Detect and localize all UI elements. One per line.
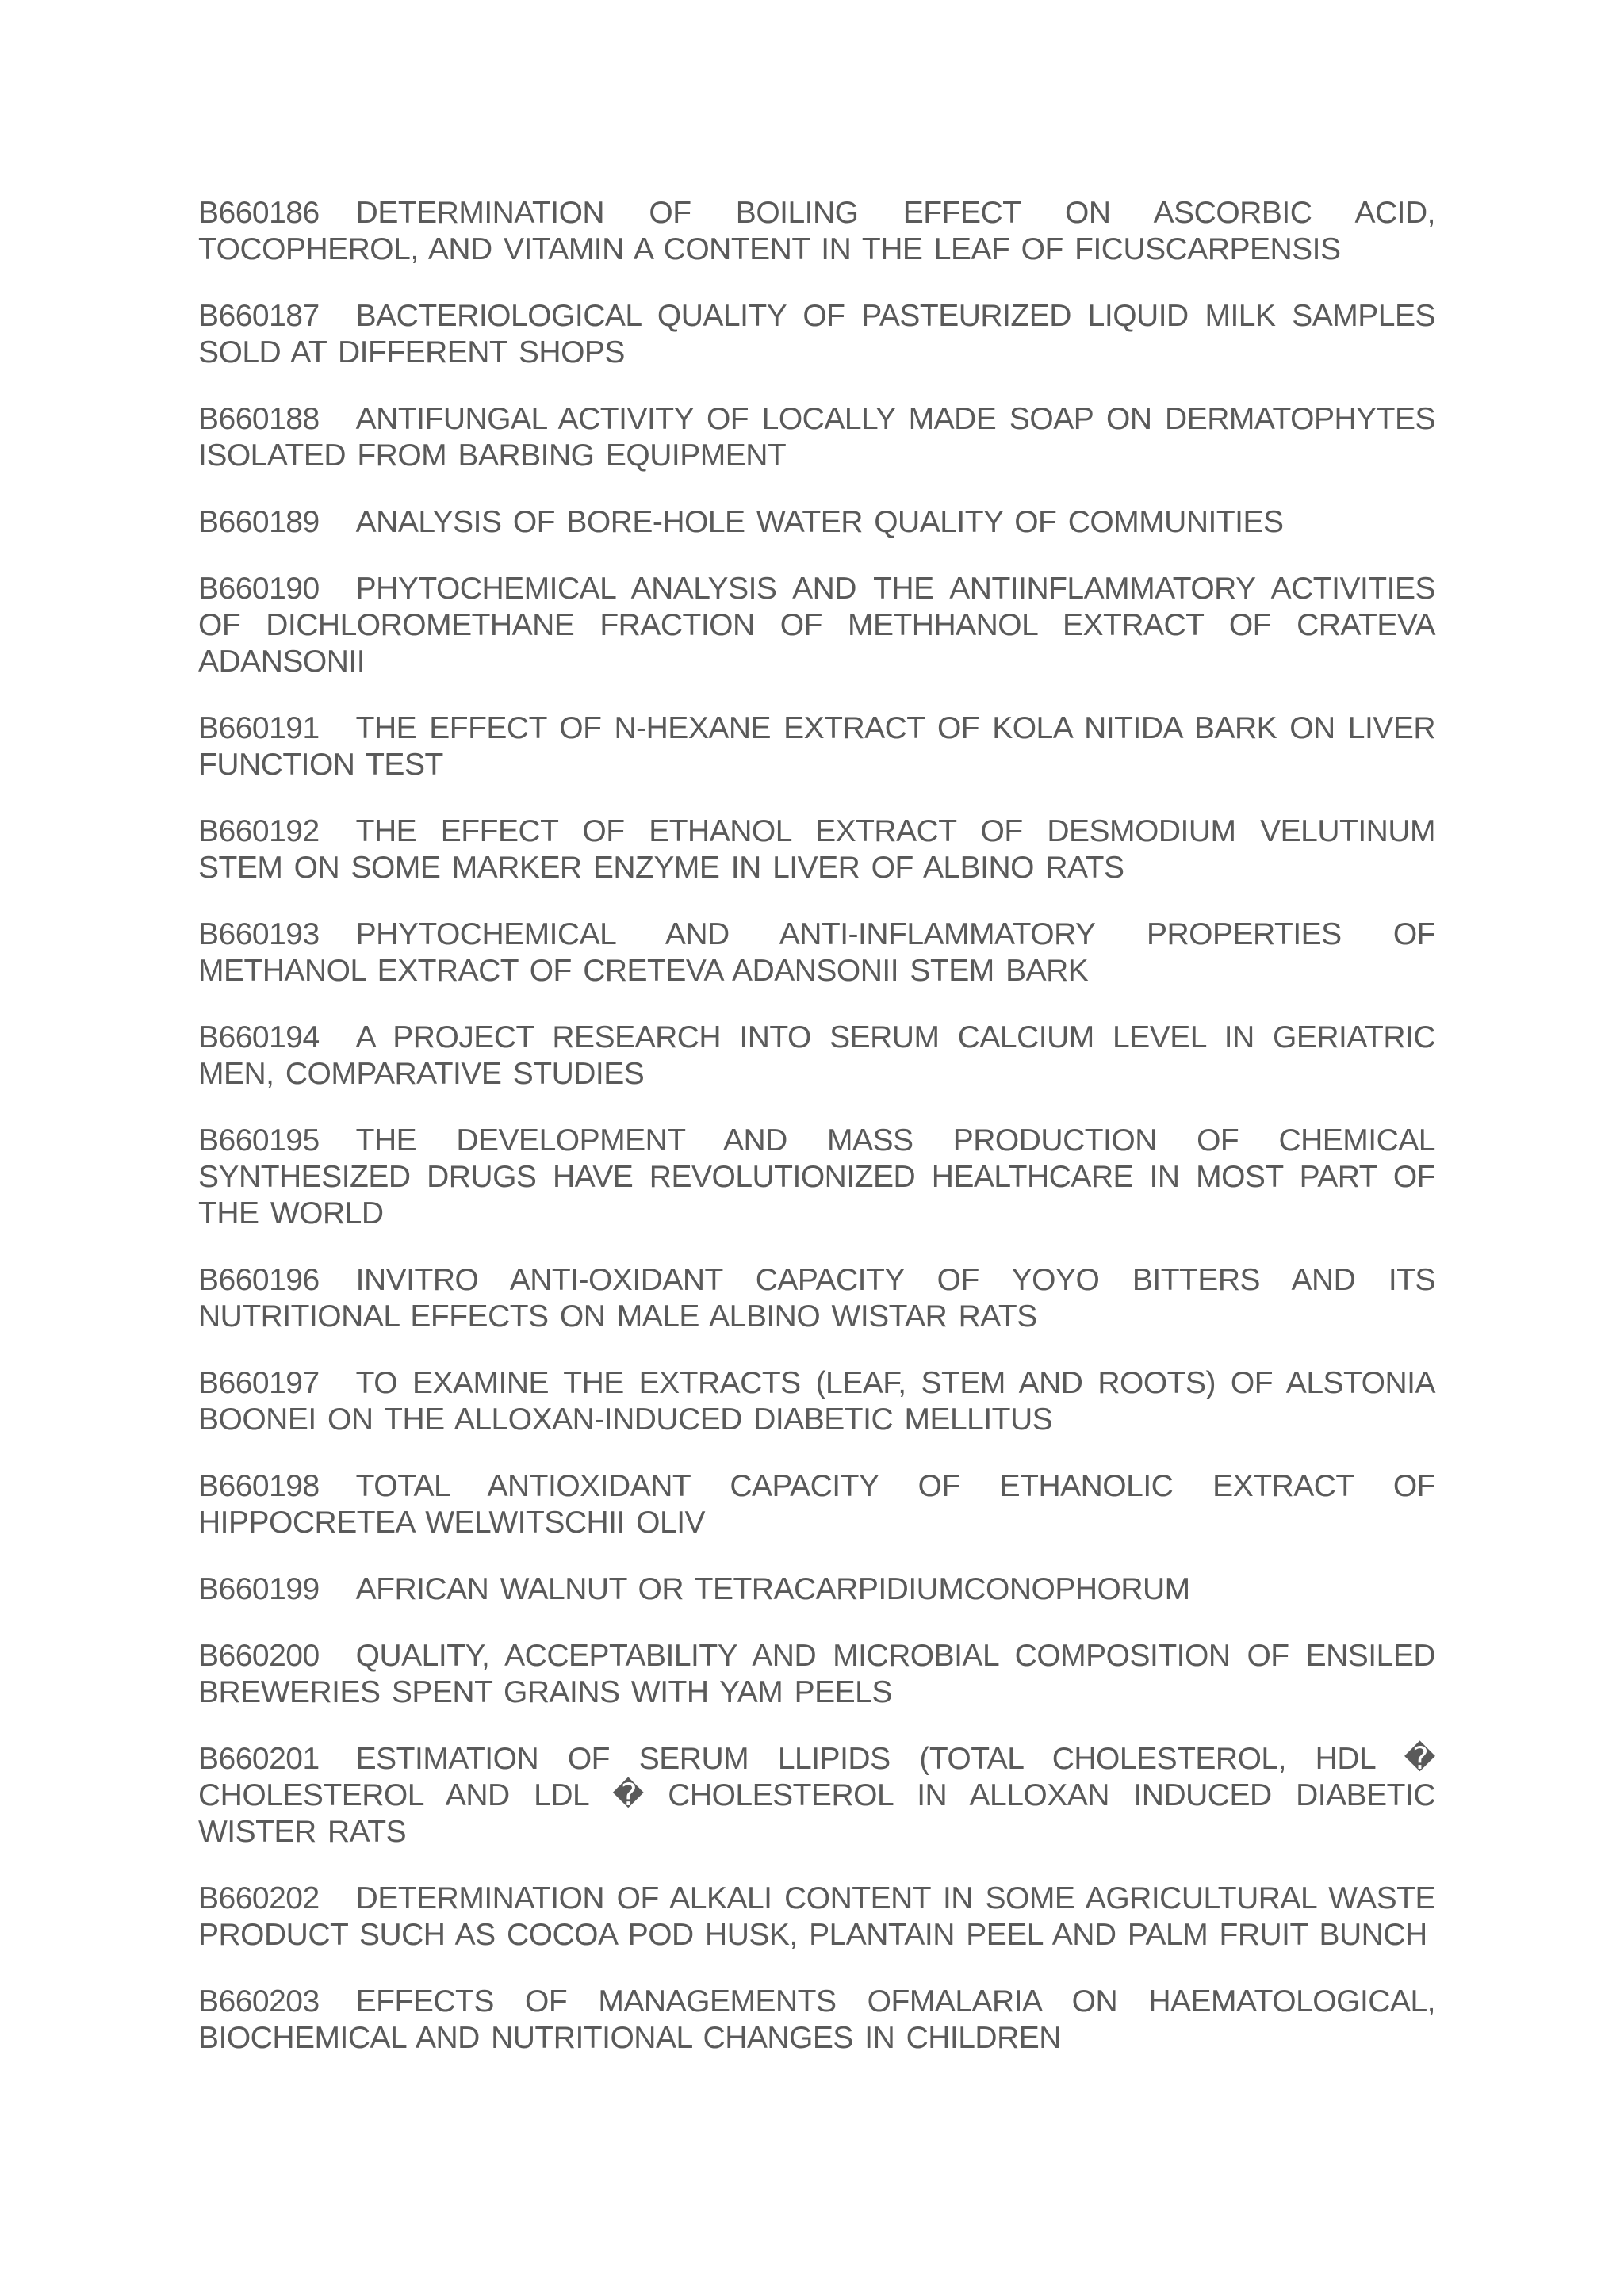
project-title: DETERMINATION OF BOILING EFFECT ON ASCORBIC ACID, TOCOPHEROL, AND VITAMIN A CONTENT IN THE LEAF OF FICUSCARPENSIS (198, 196, 1435, 266)
project-code: B660189 (198, 505, 320, 539)
project-code: B660188 (198, 402, 320, 436)
list-item (198, 1571, 1435, 1608)
project-title: ANTIFUNGAL ACTIVITY OF LOCALLY MADE SOAP ON DERMATOPHYTES ISOLATED FROM BARBING EQUIPMENT (198, 402, 1435, 473)
list-item (198, 571, 1435, 680)
list-item (198, 916, 1435, 989)
project-title: TO EXAMINE THE EXTRACTS (LEAF, STEM AND ROOTS) OF ALSTONIA BOONEI ON THE ALLOXAN-INDUCED DIABETIC MELLITUS (198, 1366, 1435, 1437)
project-title: INVITRO ANTI-OXIDANT CAPACITY OF YOYO BITTERS AND ITS NUTRITIONAL EFFECTS ON MALE ALBINO WISTAR RATS (198, 1263, 1435, 1334)
list-item (198, 298, 1435, 371)
list-item (198, 401, 1435, 474)
project-code: B660198 (198, 1469, 320, 1503)
project-title: DETERMINATION OF ALKALI CONTENT IN SOME AGRICULTURAL WASTE PRODUCT SUCH AS COCOA POD HUSK, PLANTAIN PEEL AND PALM FRUIT BUNCH (198, 1881, 1435, 1952)
project-code: B660193 (198, 917, 320, 951)
project-title: ANALYSIS OF BORE-HOLE WATER QUALITY OF COMMUNITIES (355, 505, 1284, 539)
list-item (198, 1123, 1435, 1232)
project-code: B660187 (198, 299, 320, 333)
project-code: B660190 (198, 572, 320, 606)
list-item (198, 1881, 1435, 1954)
project-code: B660186 (198, 196, 320, 230)
list-item (198, 1365, 1435, 1438)
project-code: B660197 (198, 1366, 320, 1400)
list-item (198, 1468, 1435, 1541)
project-title: QUALITY, ACCEPTABILITY AND MICROBIAL COMPOSITION OF ENSILED BREWERIES SPENT GRAINS WITH YAM PEELS (198, 1639, 1435, 1709)
list-item (198, 1262, 1435, 1335)
list-item (198, 1638, 1435, 1711)
project-code: B660191 (198, 711, 320, 745)
list-item (198, 504, 1435, 541)
list-item (198, 1741, 1435, 1850)
project-code: B660200 (198, 1639, 320, 1673)
project-title: ESTIMATION OF SERUM LLIPIDS (TOTAL CHOLESTEROL, HDL � CHOLESTEROL AND LDL � CHOLESTEROL IN ALLOXAN INDUCED DIABETIC WISTER RATS (198, 1742, 1435, 1849)
project-code: B660201 (198, 1742, 320, 1776)
project-code: B660202 (198, 1881, 320, 1915)
project-title: A PROJECT RESEARCH INTO SERUM CALCIUM LEVEL IN GERIATRIC MEN, COMPARATIVE STUDIES (198, 1020, 1435, 1091)
list-item (198, 195, 1435, 268)
project-title: THE DEVELOPMENT AND MASS PRODUCTION OF CHEMICAL SYNTHESIZED DRUGS HAVE REVOLUTIONIZED HEALTHCARE IN MOST PART OF THE WORLD (198, 1123, 1435, 1230)
project-title: EFFECTS OF MANAGEMENTS OFMALARIA ON HAEMATOLOGICAL, BIOCHEMICAL AND NUTRITIONAL CHANGES IN CHILDREN (198, 1984, 1435, 2055)
list-item (198, 710, 1435, 783)
project-title: BACTERIOLOGICAL QUALITY OF PASTEURIZED LIQUID MILK SAMPLES SOLD AT DIFFERENT SHOPS (198, 299, 1435, 369)
project-code: B660195 (198, 1123, 320, 1158)
project-code: B660203 (198, 1984, 320, 2019)
project-title: THE EFFECT OF N-HEXANE EXTRACT OF KOLA NITIDA BARK ON LIVER FUNCTION TEST (198, 711, 1435, 782)
project-list (198, 195, 1435, 2087)
project-title: TOTAL ANTIOXIDANT CAPACITY OF ETHANOLIC EXTRACT OF HIPPOCRETEA WELWITSCHII OLIV (198, 1469, 1435, 1540)
list-item (198, 1020, 1435, 1093)
list-item (198, 1984, 1435, 2057)
project-title: PHYTOCHEMICAL ANALYSIS AND THE ANTIINFLAMMATORY ACTIVITIES OF DICHLOROMETHANE FRACTION OF METHHANOL EXTRACT OF CRATEVA ADANSONII (198, 572, 1435, 679)
project-title: THE EFFECT OF ETHANOL EXTRACT OF DESMODIUM VELUTINUM STEM ON SOME MARKER ENZYME IN LIVER OF ALBINO RATS (198, 814, 1435, 885)
project-code: B660196 (198, 1263, 320, 1297)
project-code: B660194 (198, 1020, 320, 1054)
project-title: AFRICAN WALNUT OR TETRACARPIDIUMCONOPHORUM (355, 1572, 1190, 1606)
project-code: B660199 (198, 1572, 320, 1606)
project-title: PHYTOCHEMICAL AND ANTI-INFLAMMATORY PROPERTIES OF METHANOL EXTRACT OF CRETEVA ADANSONII STEM BARK (198, 917, 1435, 988)
list-item (198, 813, 1435, 886)
project-code: B660192 (198, 814, 320, 848)
